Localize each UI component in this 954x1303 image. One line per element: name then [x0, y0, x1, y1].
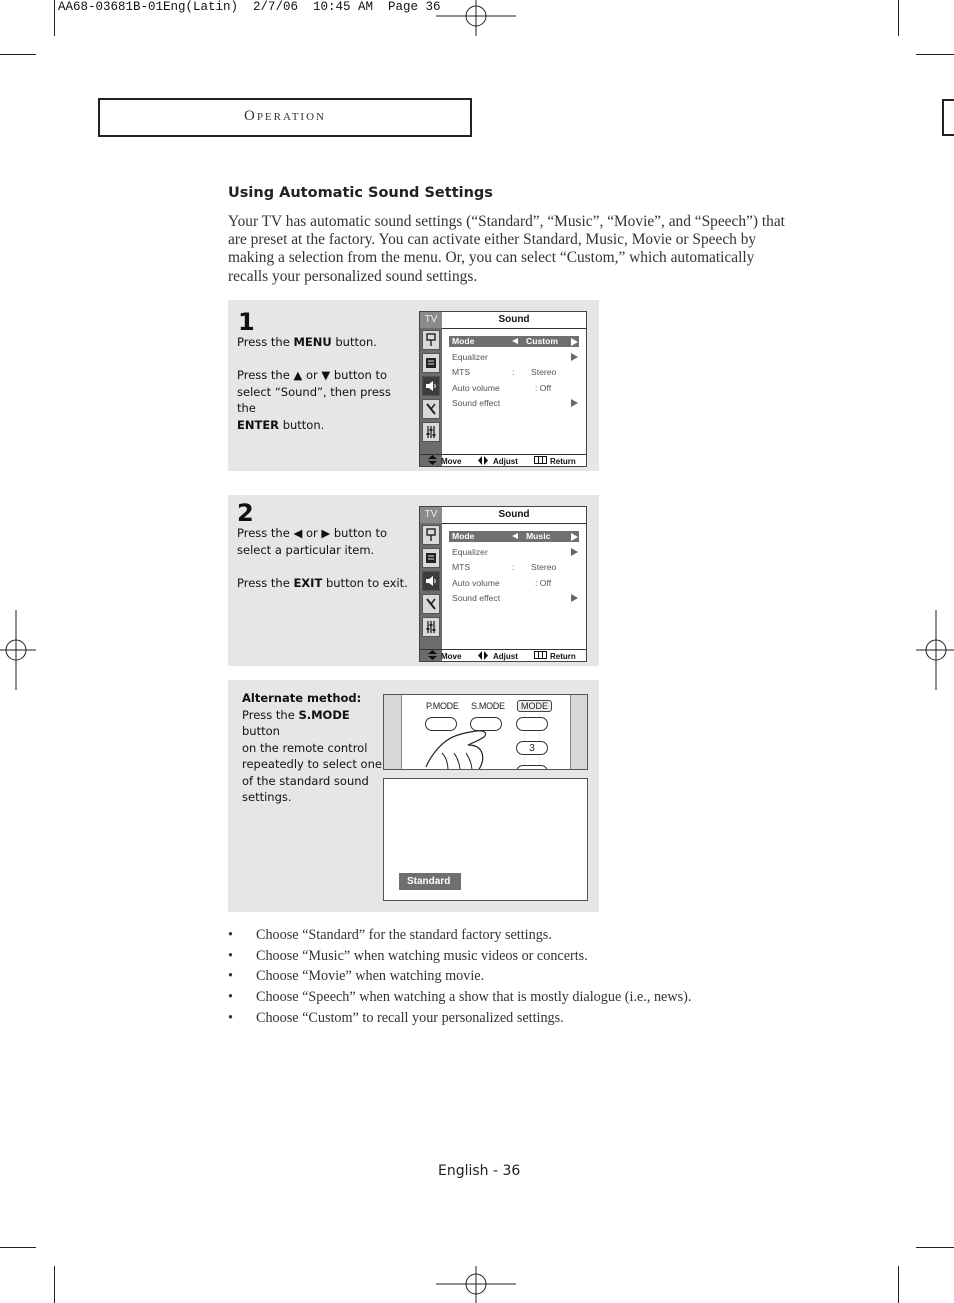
menu-button-label: MENU — [293, 335, 332, 349]
sound-effect-item[interactable]: Sound effect — [452, 398, 501, 408]
step-number: 1 — [238, 308, 255, 336]
list-item: • Choose “Custom” to recall your personalized settings. — [228, 1009, 564, 1026]
crop-mark — [54, 0, 55, 36]
list-item: • Choose “Movie” when watching movie. — [228, 968, 485, 985]
crop-mark — [54, 1266, 55, 1303]
next-button[interactable] — [516, 765, 548, 770]
step-number: 2 — [237, 499, 254, 527]
mode-button[interactable] — [516, 717, 548, 731]
adjust-hint: Adjust — [493, 652, 518, 661]
sound-menu-screen — [419, 506, 587, 662]
crop-mark — [898, 0, 899, 36]
left-arrow-icon — [512, 533, 518, 539]
sound-effect-item[interactable]: Sound effect — [452, 593, 501, 603]
remote-left-bezel — [384, 695, 402, 770]
page-footer: English - 36 — [438, 1163, 521, 1179]
print-slug: AA68-03681B-01Eng(Latin) 2/7/06 10:45 AM Page 36 — [58, 0, 441, 14]
auto-volume-value: : Off — [535, 578, 552, 588]
left-right-arrow-icon — [478, 651, 488, 660]
registration-mark-icon — [436, 0, 516, 36]
step-1-instructions: Press the MENU button. Press the ▲ or ▼ button to select “Sound”, then press the ENTER button. — [237, 335, 391, 432]
left-arrow-icon — [512, 338, 518, 344]
smode-button-label: S.MODE — [298, 707, 350, 722]
menu-title: Sound — [498, 509, 530, 520]
antenna-icon[interactable] — [422, 594, 440, 614]
remote-right-bezel — [570, 695, 588, 770]
smode-label: S.MODE — [471, 701, 505, 711]
auto-volume-item[interactable]: Auto volume — [452, 578, 500, 588]
equalizer-item[interactable]: Equalizer — [452, 352, 488, 362]
right-arrow-icon — [571, 353, 578, 361]
mts-item[interactable]: MTS — [452, 562, 471, 572]
alternate-title: Alternate method: — [242, 691, 362, 705]
right-arrow-icon — [571, 594, 578, 602]
colon: : — [512, 367, 515, 377]
picture-icon[interactable] — [422, 525, 440, 545]
divider — [442, 523, 586, 524]
bullet-list — [228, 927, 691, 1030]
move-hint: Move — [441, 457, 462, 466]
up-down-arrow-icon — [428, 650, 437, 660]
return-hint: Return — [550, 457, 576, 466]
page-heading: Using Automatic Sound Settings — [228, 185, 493, 201]
antenna-icon[interactable] — [422, 399, 440, 419]
mode-label: Mode — [452, 531, 475, 541]
mode-label: MODE — [517, 700, 552, 712]
step-1-panel — [228, 300, 599, 471]
pmode-label: P.MODE — [426, 701, 459, 711]
right-arrow-icon — [571, 548, 578, 556]
channel-icon[interactable] — [422, 548, 440, 568]
menu-title: Sound — [498, 314, 530, 325]
menu-button-icon — [534, 456, 547, 464]
equalizer-item[interactable]: Equalizer — [452, 547, 488, 557]
adjust-hint: Adjust — [493, 457, 518, 466]
auto-volume-item[interactable]: Auto volume — [452, 383, 500, 393]
setup-icon[interactable] — [422, 617, 440, 637]
step-2-panel — [228, 495, 599, 666]
up-down-arrow-icon — [428, 455, 437, 465]
return-hint: Return — [550, 652, 576, 661]
speaker-icon[interactable] — [422, 571, 440, 591]
list-item: • Choose “Standard” for the standard factory settings. — [228, 927, 552, 943]
mode-value: Custom — [526, 336, 558, 346]
divider — [442, 328, 586, 329]
pointing-hand-icon — [424, 723, 504, 770]
channel-icon[interactable] — [422, 353, 440, 373]
registration-mark-icon — [436, 1266, 516, 1303]
menu-button-icon — [534, 651, 547, 659]
registration-mark-icon — [916, 610, 954, 690]
enter-button-label: ENTER — [237, 417, 280, 432]
remote-control-illustration — [383, 694, 588, 770]
sound-menu-screen — [419, 311, 587, 467]
mode-label: Mode — [452, 336, 475, 346]
list-item: • Choose “Music” when watching music videos or concerts. — [228, 947, 588, 964]
speaker-icon[interactable] — [422, 376, 440, 396]
picture-icon[interactable] — [422, 330, 440, 350]
number-3-button[interactable]: 3 — [516, 741, 548, 755]
exit-button-label: EXIT — [293, 575, 323, 590]
left-right-arrow-icon — [478, 456, 488, 465]
mts-value: Stereo — [531, 562, 557, 572]
mts-value: Stereo — [531, 367, 557, 377]
mode-value: Music — [526, 531, 551, 541]
registration-mark-icon — [0, 610, 36, 690]
mts-item[interactable]: MTS — [452, 367, 471, 377]
alternate-instructions: Alternate method: Press the S.MODE button on the remote control repeatedly to select one of the standard sound settings. — [242, 691, 382, 804]
section-title: Operation — [243, 108, 326, 124]
tv-label: TV — [420, 507, 442, 523]
crop-mark — [916, 54, 954, 55]
right-arrow-icon — [571, 399, 578, 407]
thumb-tab — [942, 99, 954, 136]
footer-divider — [420, 454, 586, 455]
crop-mark — [916, 1247, 954, 1248]
crop-mark — [898, 1266, 899, 1303]
section-header-box — [98, 98, 472, 137]
crop-mark — [0, 54, 36, 55]
step-2-instructions: Press the ◀ or ▶ button to select a particular item. Press the EXIT button to exit. — [237, 526, 408, 590]
tv-label: TV — [420, 312, 442, 328]
standard-mode-badge: Standard — [399, 873, 461, 890]
list-item: • Choose “Speech” when watching a show that is mostly dialogue (i.e., news). — [228, 989, 692, 1006]
footer-divider — [420, 649, 586, 650]
right-arrow-icon — [571, 338, 578, 346]
colon: : — [512, 562, 515, 572]
crop-mark — [0, 1247, 36, 1248]
setup-icon[interactable] — [422, 422, 440, 442]
move-hint: Move — [441, 652, 462, 661]
right-arrow-icon — [571, 533, 578, 541]
tv-screen-illustration — [383, 778, 588, 901]
intro-paragraph: Your TV has automatic sound settings (“Standard”, “Music”, “Movie”, and “Speech”) that are preset at the factory. You can activate either Standard, Music, Movie or Speech by making a selection from the menu. Or, you can select “Custom,” which automatically recalls your personalized sound settings. — [228, 213, 785, 285]
auto-volume-value: : Off — [535, 383, 552, 393]
